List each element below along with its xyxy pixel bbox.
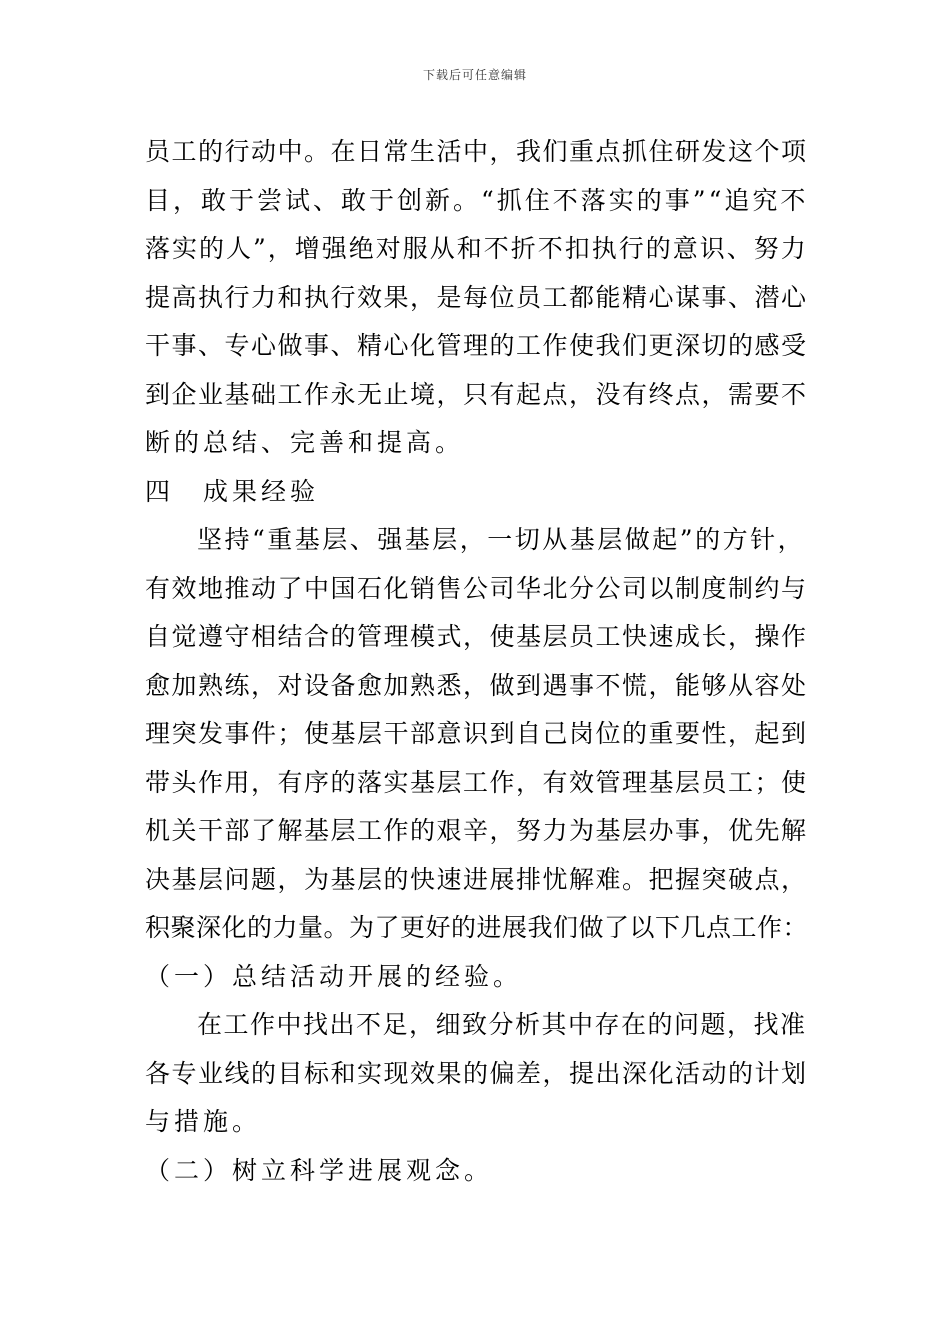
header-note: 下载后可任意编辑 — [422, 68, 527, 82]
text-line: 坚持“重基层、强基层，一切从基层做起”的方针， — [197, 525, 806, 554]
text-line: 带头作用，有序的落实基层工作，有效管理基层员工；使 — [145, 767, 808, 797]
text-line: 自觉遵守相结合的管理模式，使基层员工快速成长，操作 — [145, 622, 808, 651]
text-line: 落实的人”，增强绝对服从和不折不扣执行的意识、努力 — [145, 234, 808, 263]
text-line: 目，敢于尝试、敢于创新。“抓住不落实的事”“追究不 — [145, 185, 809, 215]
text-line: 决基层问题，为基层的快速进展排忧解难。把握突破点， — [145, 864, 808, 894]
text-line: 愈加熟练，对设备愈加熟悉，做到遇事不慌，能够从容处 — [145, 670, 808, 700]
text-line: 有效地推动了中国石化销售公司华北分公司以制度制约与 — [145, 573, 808, 603]
text-line: 机关干部了解基层工作的艰辛，努力为基层办事，优先解 — [145, 816, 808, 845]
text-line: 到企业基础工作永无止境，只有起点，没有终点，需要不 — [145, 379, 808, 409]
text-line: 提高执行力和执行效果，是每位员工都能精心谋事、潜心 — [145, 282, 808, 312]
text-line: 员工的行动中。在日常生活中，我们重点抓住研发这个项 — [145, 137, 808, 166]
subheading-1: （一）总结活动开展的经验。 — [145, 961, 523, 991]
text-line: 断的总结、完善和提高。 — [145, 428, 465, 457]
text-line: 理突发事件；使基层干部意识到自己岗位的重要性，起到 — [145, 719, 808, 748]
subheading-2: （二）树立科学进展观念。 — [145, 1155, 494, 1185]
body-text — [145, 128, 810, 1195]
text-line: 与措施。 — [145, 1107, 262, 1136]
text-line: 干事、专心做事、精心化管理的工作使我们更深切的感受 — [145, 331, 808, 360]
text-line: 各专业线的目标和实现效果的偏差，提出深化活动的计划 — [145, 1058, 808, 1088]
text-line: 积聚深化的力量。为了更好的进展我们做了以下几点工作： — [145, 913, 809, 942]
section-heading-results: 四 成果经验 — [145, 476, 320, 506]
text-line: 在工作中找出不足，细致分析其中存在的问题，找准 — [197, 1010, 807, 1039]
